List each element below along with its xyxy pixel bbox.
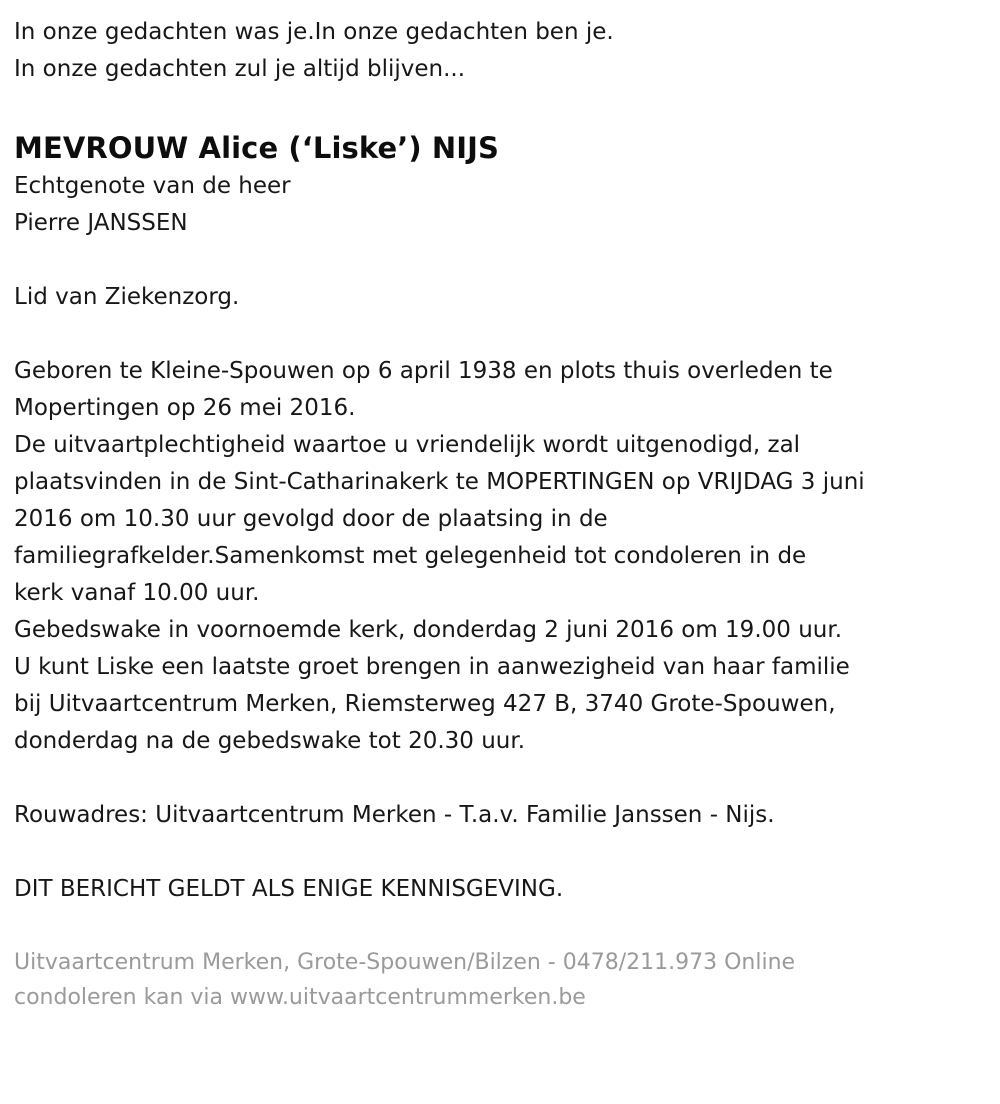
body-line-5: 2016 om 10.30 uur gevolgd door de plaatsing in de [14,506,608,532]
spacer-after-intro [14,88,978,128]
intro-block [14,14,978,88]
body-line-2: Mopertingen op 26 mei 2016. [14,395,356,421]
spacer-before-body [14,316,978,353]
mourning-address: Rouwadres: Uitvaartcentrum Merken - T.a.v. Familie Janssen - Nijs. [14,802,775,828]
body-line-11: donderdag na de gebedswake tot 20.30 uur. [14,728,526,754]
spacer-before-footer [14,908,978,945]
intro-line-2: In onze gedachten zul je altijd blijven... [14,56,466,82]
spacer-before-membership [14,242,978,279]
footer-line-2: condoleren kan via www.uitvaartcentrummerken.be [14,985,586,1010]
body-line-6: familiegrafkelder.Samenkomst met gelegenheid tot condoleren in de [14,543,807,569]
body-line-4: plaatsvinden in de Sint-Catharinakerk te MOPERTINGEN op VRIJDAG 3 juni [14,469,865,495]
membership-line: Lid van Ziekenzorg. [14,284,240,310]
deceased-name: MEVROUW Alice (‘Liske’) NIJS [14,131,500,165]
body-line-9: U kunt Liske een laatste groet brengen in aanwezigheid van haar familie [14,654,850,680]
spouse-line-1: Echtgenote van de heer [14,173,291,199]
body-line-8: Gebedswake in voornoemde kerk, donderdag 2 juni 2016 om 19.00 uur. [14,617,843,643]
notice-statement: DIT BERICHT GELDT ALS ENIGE KENNISGEVING. [14,876,564,902]
intro-line-1: In onze gedachten was je.In onze gedachten ben je. [14,19,614,45]
footer-block [14,945,978,1015]
footer-line-1: Uitvaartcentrum Merken, Grote-Spouwen/Bilzen - 0478/211.973 Online [14,950,796,975]
body-line-7: kerk vanaf 10.00 uur. [14,580,260,606]
body-line-3: De uitvaartplechtigheid waartoe u vriendelijk wordt uitgenodigd, zal [14,432,801,458]
spacer-before-statement [14,834,978,871]
spouse-line-2: Pierre JANSSEN [14,210,188,236]
body-block [14,353,978,760]
body-line-1: Geboren te Kleine-Spouwen op 6 april 1938 en plots thuis overleden te [14,358,833,384]
spouse-block [14,168,978,242]
spacer-before-mourning-address [14,760,978,797]
body-line-10: bij Uitvaartcentrum Merken, Riemsterweg 427 B, 3740 Grote-Spouwen, [14,691,836,717]
